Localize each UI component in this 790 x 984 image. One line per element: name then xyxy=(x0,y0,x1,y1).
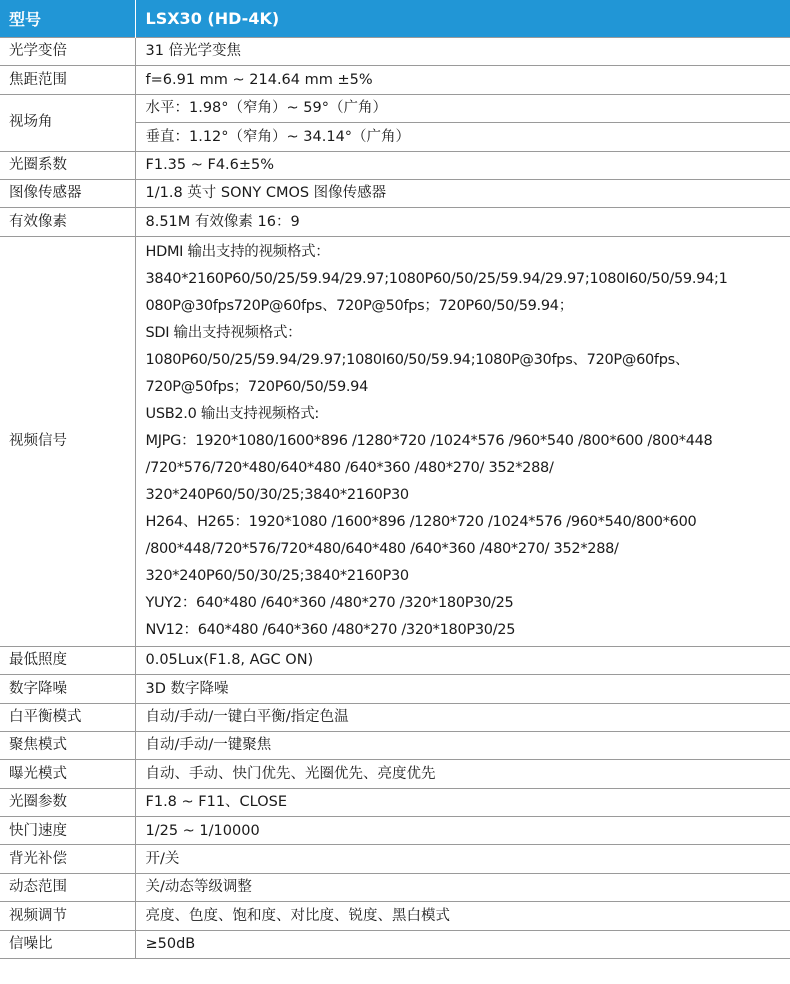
spec-row-field-of-view-horizontal xyxy=(0,94,790,122)
spec-row-white-balance xyxy=(0,703,790,731)
spec-value: 1/25 ~ 1/10000 xyxy=(135,817,790,845)
spec-row-snr xyxy=(0,930,790,958)
model-label: 型号 xyxy=(0,0,135,38)
spec-row-optical-zoom xyxy=(0,38,790,66)
spec-value: 关/动态等级调整 xyxy=(135,873,790,901)
spec-label: 光圈系数 xyxy=(0,151,135,179)
spec-label: 信噪比 xyxy=(0,930,135,958)
video-format-line: /720*576/720*480/640*480 /640*360 /480*270/ 352*288/ xyxy=(145,459,554,476)
video-format-line: /800*448/720*576/720*480/640*480 /640*360 /480*270/ 352*288/ xyxy=(145,540,619,557)
spec-value: F1.35 ~ F4.6±5% xyxy=(135,151,790,179)
spec-label: 光学变倍 xyxy=(0,38,135,66)
spec-row-backlight-comp xyxy=(0,845,790,873)
spec-label: 白平衡模式 xyxy=(0,703,135,731)
spec-value: 亮度、色度、饱和度、对比度、锐度、黑白模式 xyxy=(135,902,790,930)
video-format-line: 1080P60/50/25/59.94/29.97;1080I60/50/59.94;1080P@30fps、720P@60fps、 xyxy=(145,351,690,368)
video-format-line: 080P@30fps720P@60fps、720P@50fps；720P60/50/59.94； xyxy=(145,297,573,314)
video-format-line: HDMI 输出支持的视频格式： xyxy=(145,243,330,260)
spec-row-focal-range xyxy=(0,66,790,94)
video-format-line: 320*240P60/50/30/25;3840*2160P30 xyxy=(145,486,409,503)
spec-row-exposure-mode xyxy=(0,760,790,788)
spec-row-min-illumination xyxy=(0,646,790,674)
spec-value: 3D 数字降噪 xyxy=(135,675,790,703)
video-format-line: 720P@50fps；720P60/50/59.94 xyxy=(145,378,369,395)
spec-row-dynamic-range xyxy=(0,873,790,901)
spec-label: 视场角 xyxy=(0,94,135,151)
spec-row-shutter-speed xyxy=(0,817,790,845)
video-format-line: SDI 输出支持视频格式： xyxy=(145,324,302,341)
video-format-line: H264、H265：1920*1080 /1600*896 /1280*720 /1024*576 /960*540/800*600 xyxy=(145,513,697,530)
spec-value: 自动/手动/一键白平衡/指定色温 xyxy=(135,703,790,731)
video-format-line: MJPG：1920*1080/1600*896 /1280*720 /1024*576 /960*540 /800*600 /800*448 xyxy=(145,432,713,449)
spec-value-horizontal: 水平：1.98°（窄角）~ 59°（广角） xyxy=(135,94,790,122)
spec-label: 快门速度 xyxy=(0,817,135,845)
spec-label: 焦距范围 xyxy=(0,66,135,94)
spec-row-aperture-range xyxy=(0,151,790,179)
spec-value: ≥50dB xyxy=(135,930,790,958)
spec-value: 自动/手动/一键聚焦 xyxy=(135,731,790,759)
spec-row-noise-reduction xyxy=(0,675,790,703)
spec-value: 自动、手动、快门优先、光圈优先、亮度优先 xyxy=(135,760,790,788)
video-format-line: 3840*2160P60/50/25/59.94/29.97;1080P60/50/25/59.94/29.97;1080I60/50/59.94;1 xyxy=(145,270,728,287)
spec-label: 视频信号 xyxy=(0,236,135,646)
spec-value: 1/1.8 英寸 SONY CMOS 图像传感器 xyxy=(135,179,790,207)
model-value: LSX30 (HD-4K) xyxy=(135,0,790,38)
spec-label: 曝光模式 xyxy=(0,760,135,788)
spec-label: 聚焦模式 xyxy=(0,731,135,759)
video-format-line: USB2.0 输出支持视频格式: xyxy=(145,405,320,422)
spec-value: 8.51M 有效像素 16：9 xyxy=(135,208,790,236)
video-format-line: YUY2：640*480 /640*360 /480*270 /320*180P30/25 xyxy=(145,594,514,611)
spec-label: 视频调节 xyxy=(0,902,135,930)
spec-label: 最低照度 xyxy=(0,646,135,674)
video-format-line: NV12：640*480 /640*360 /480*270 /320*180P30/25 xyxy=(145,621,516,638)
spec-label: 背光补偿 xyxy=(0,845,135,873)
spec-value-video-signal xyxy=(135,236,790,646)
spec-label: 有效像素 xyxy=(0,208,135,236)
spec-label: 数字降噪 xyxy=(0,675,135,703)
spec-row-focus-mode xyxy=(0,731,790,759)
header-row xyxy=(0,0,790,38)
spec-value: 31 倍光学变焦 xyxy=(135,38,790,66)
spec-row-aperture-params xyxy=(0,788,790,816)
video-format-line: 320*240P60/50/30/25;3840*2160P30 xyxy=(145,567,409,584)
spec-row-video-adjust xyxy=(0,902,790,930)
spec-value: F1.8 ~ F11、CLOSE xyxy=(135,788,790,816)
spec-value: 开/关 xyxy=(135,845,790,873)
spec-value-vertical: 垂直：1.12°（窄角）~ 34.14°（广角） xyxy=(135,123,790,151)
spec-value: 0.05Lux(F1.8, AGC ON) xyxy=(135,646,790,674)
spec-value: f=6.91 mm ~ 214.64 mm ±5% xyxy=(135,66,790,94)
spec-row-video-signal xyxy=(0,236,790,646)
spec-row-image-sensor xyxy=(0,179,790,207)
spec-label: 图像传感器 xyxy=(0,179,135,207)
spec-label: 动态范围 xyxy=(0,873,135,901)
spec-label: 光圈参数 xyxy=(0,788,135,816)
spec-row-effective-pixels xyxy=(0,208,790,236)
